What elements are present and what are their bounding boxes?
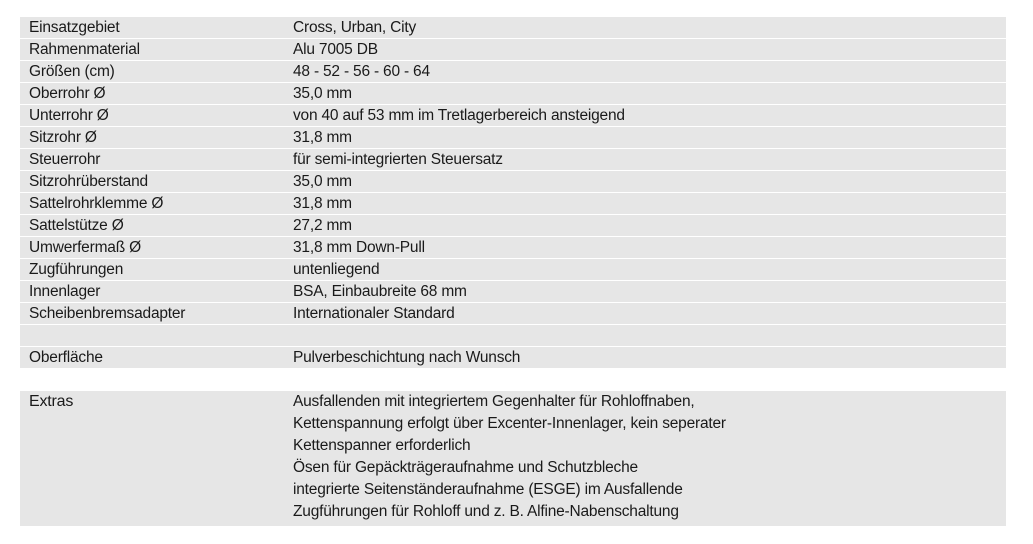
spec-value: 48 - 52 - 56 - 60 - 64 xyxy=(293,62,430,80)
spec-row-einsatzgebiet xyxy=(20,17,1006,39)
spec-value: Pulverbeschichtung nach Wunsch xyxy=(293,348,521,366)
spec-label: Innenlager xyxy=(29,282,101,300)
spec-value: untenliegend xyxy=(293,260,380,278)
spec-row-sitzrohr xyxy=(20,127,1006,149)
spec-label: Einsatzgebiet xyxy=(29,18,120,36)
spec-label: Sitzrohrüberstand xyxy=(29,172,148,190)
spec-value: Alu 7005 DB xyxy=(293,40,378,58)
spec-value: 31,8 mm Down-Pull xyxy=(293,238,425,256)
spec-row-zugfuehrungen xyxy=(20,259,1006,281)
spec-row-rahmenmaterial xyxy=(20,39,1006,61)
spec-label: Sitzrohr Ø xyxy=(29,128,97,146)
spec-value: von 40 auf 53 mm im Tretlagerbereich ansteigend xyxy=(293,106,625,124)
spec-value: Cross, Urban, City xyxy=(293,18,417,36)
spec-row-scheibenbremsadapter xyxy=(20,303,1006,325)
spec-label: Scheibenbremsadapter xyxy=(29,304,186,322)
spec-row-extras xyxy=(20,391,1006,526)
spec-label: Zugführungen xyxy=(29,260,124,278)
spec-row-unterrohr xyxy=(20,105,1006,127)
spec-row-oberrohr xyxy=(20,83,1006,105)
spec-label: Oberfläche xyxy=(29,348,103,366)
extras-line: Ausfallenden mit integriertem Gegenhalter für Rohloffnaben, xyxy=(293,393,695,410)
spec-value: Internationaler Standard xyxy=(293,304,455,322)
spec-value: 31,8 mm xyxy=(293,128,352,146)
extras-line: Zugführungen für Rohloff und z. B. Alfine-Nabenschaltung xyxy=(293,503,679,520)
spec-label: Umwerfermaß Ø xyxy=(29,238,141,256)
spec-value: 35,0 mm xyxy=(293,172,352,190)
extras-line: Kettenspanner erforderlich xyxy=(293,437,471,454)
spec-label: Oberrohr Ø xyxy=(29,84,106,102)
spec-row-umwerfermass xyxy=(20,237,1006,259)
extras-line: Ösen für Gepäckträgeraufnahme und Schutzbleche xyxy=(293,459,638,476)
spec-value: 31,8 mm xyxy=(293,194,352,212)
spec-label: Unterrohr Ø xyxy=(29,106,109,124)
extras-lines xyxy=(293,391,1006,523)
spec-label: Rahmenmaterial xyxy=(29,40,140,58)
spec-label: Steuerrohr xyxy=(29,150,101,168)
spec-label: Sattelrohrklemme Ø xyxy=(29,194,164,212)
spec-row-groessen xyxy=(20,61,1006,83)
spec-value: 35,0 mm xyxy=(293,84,352,102)
spec-label: Extras xyxy=(29,393,74,410)
spec-row-oberflaeche xyxy=(20,347,1006,369)
spec-table xyxy=(20,17,1006,526)
spec-value: für semi-integrierten Steuersatz xyxy=(293,150,503,168)
extras-line: Kettenspannung erfolgt über Excenter-Innenlager, kein seperater xyxy=(293,415,726,432)
spec-row-sattelstuetze xyxy=(20,215,1006,237)
spec-row-innenlager xyxy=(20,281,1006,303)
spec-label: Sattelstütze Ø xyxy=(29,216,124,234)
spec-value: 27,2 mm xyxy=(293,216,352,234)
spacer-row xyxy=(20,325,1006,347)
spec-value: BSA, Einbaubreite 68 mm xyxy=(293,282,467,300)
spec-row-sitzrohrueberstand xyxy=(20,171,1006,193)
extras-line: integrierte Seitenständeraufnahme (ESGE) im Ausfallende xyxy=(293,481,683,498)
spacer-row xyxy=(20,369,1006,391)
spec-label: Größen (cm) xyxy=(29,62,115,80)
spec-row-steuerrohr xyxy=(20,149,1006,171)
spec-row-sattelrohrklemme xyxy=(20,193,1006,215)
